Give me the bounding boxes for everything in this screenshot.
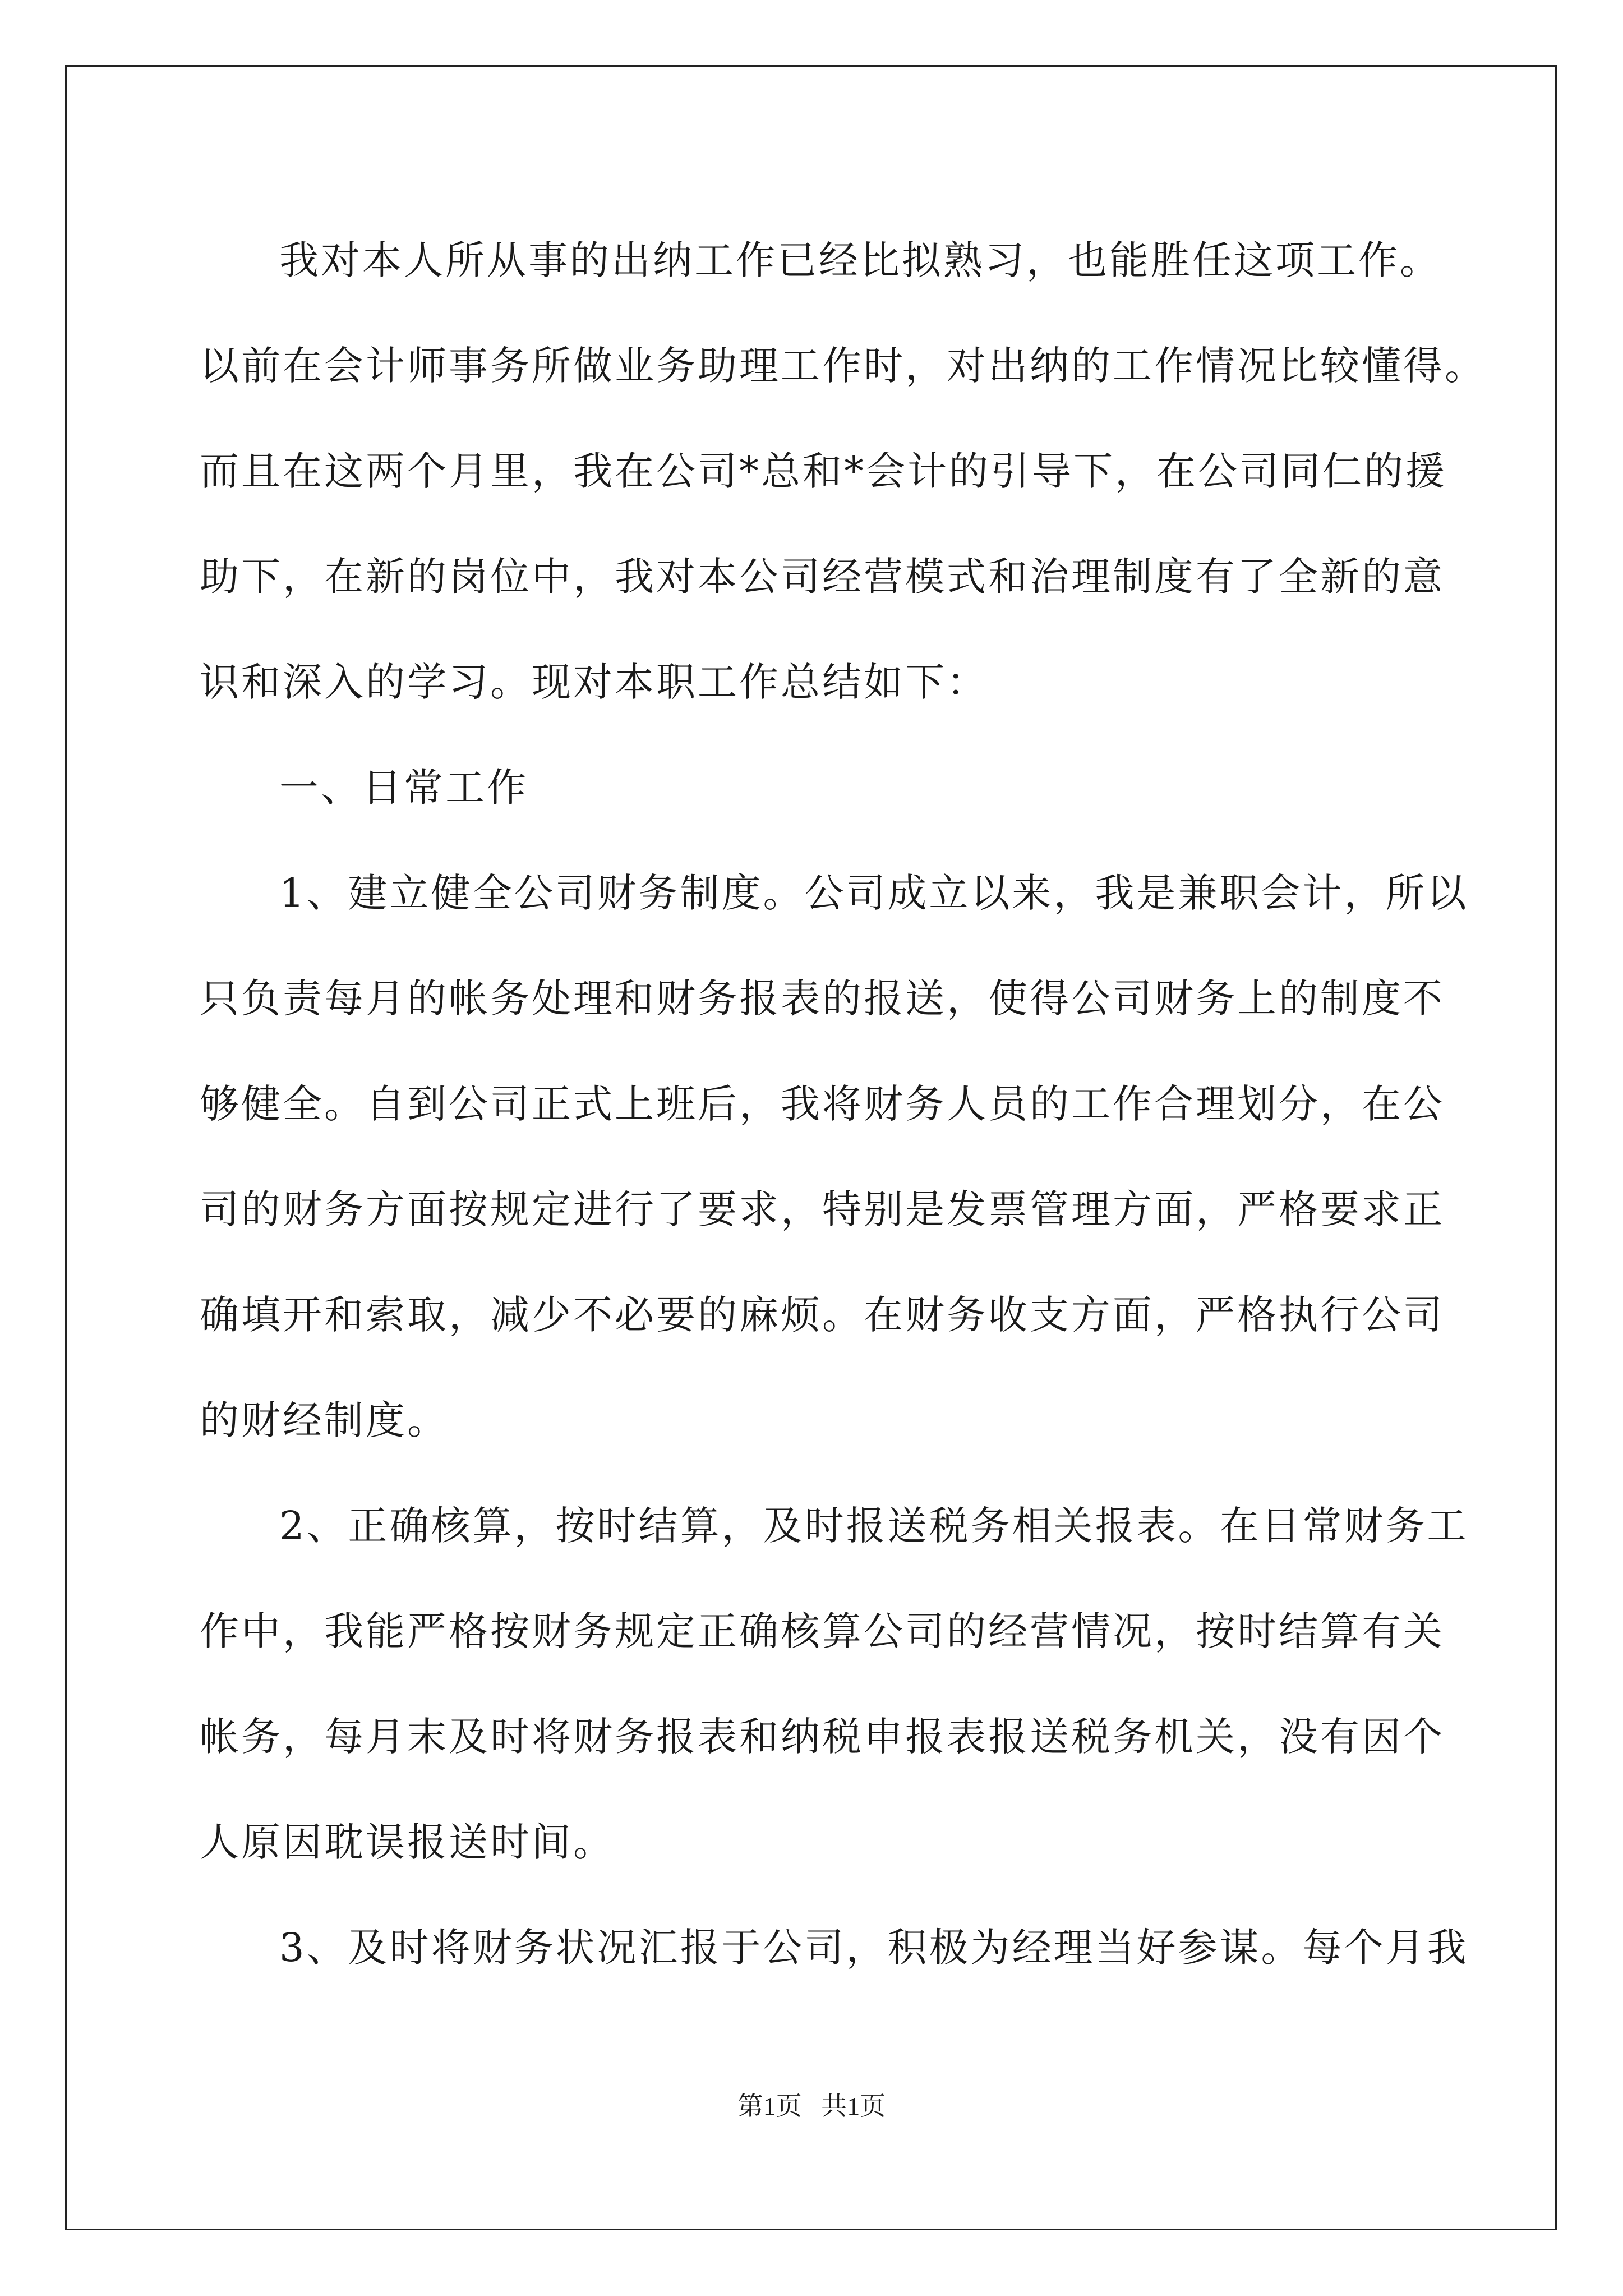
page-footer: 第1页 共1页 (737, 2092, 886, 2120)
body-line: 2、正确核算，按时结算，及时报送税务相关报表。在日常财务工 (279, 1503, 1469, 1549)
body-line: 人原因耽误报送时间。 (200, 1819, 615, 1865)
body-line: 确填开和索取，减少不必要的麻烦。在财务收支方面，严格执行公司 (200, 1292, 1445, 1338)
body-line: 作中，我能严格按财务规定正确核算公司的经营情况，按时结算有关 (200, 1608, 1445, 1654)
body-line: 以前在会计师事务所做业务助理工作时，对出纳的工作情况比较懂得。 (200, 343, 1486, 389)
body-line: 我对本人所从事的出纳工作已经比拟熟习，也能胜任这项工作。 (279, 237, 1441, 283)
body-line: 助下，在新的岗位中，我对本公司经营模式和治理制度有了全新的意 (200, 554, 1445, 600)
body-line: 司的财务方面按规定进行了要求，特别是发票管理方面，严格要求正 (200, 1186, 1445, 1232)
body-line: 够健全。自到公司正式上班后，我将财务人员的工作合理划分，在公 (200, 1081, 1445, 1127)
body-line: 1、建立健全公司财务制度。公司成立以来，我是兼职会计，所以 (279, 870, 1469, 916)
section-heading: 一、日常工作 (279, 765, 528, 811)
body-line: 的财经制度。 (200, 1397, 449, 1443)
document-body (200, 208, 1486, 2000)
body-line: 3、及时将财务状况汇报于公司，积极为经理当好参谋。每个月我 (279, 1925, 1469, 1971)
body-line: 帐务，每月末及时将财务报表和纳税申报表报送税务机关，没有因个 (200, 1714, 1445, 1760)
body-line: 而且在这两个月里，我在公司*总和*会计的引导下，在公司同仁的援 (200, 448, 1447, 494)
body-line: 只负责每月的帐务处理和财务报表的报送，使得公司财务上的制度不 (200, 976, 1445, 1022)
body-line: 识和深入的学习。现对本职工作总结如下： (200, 659, 988, 705)
